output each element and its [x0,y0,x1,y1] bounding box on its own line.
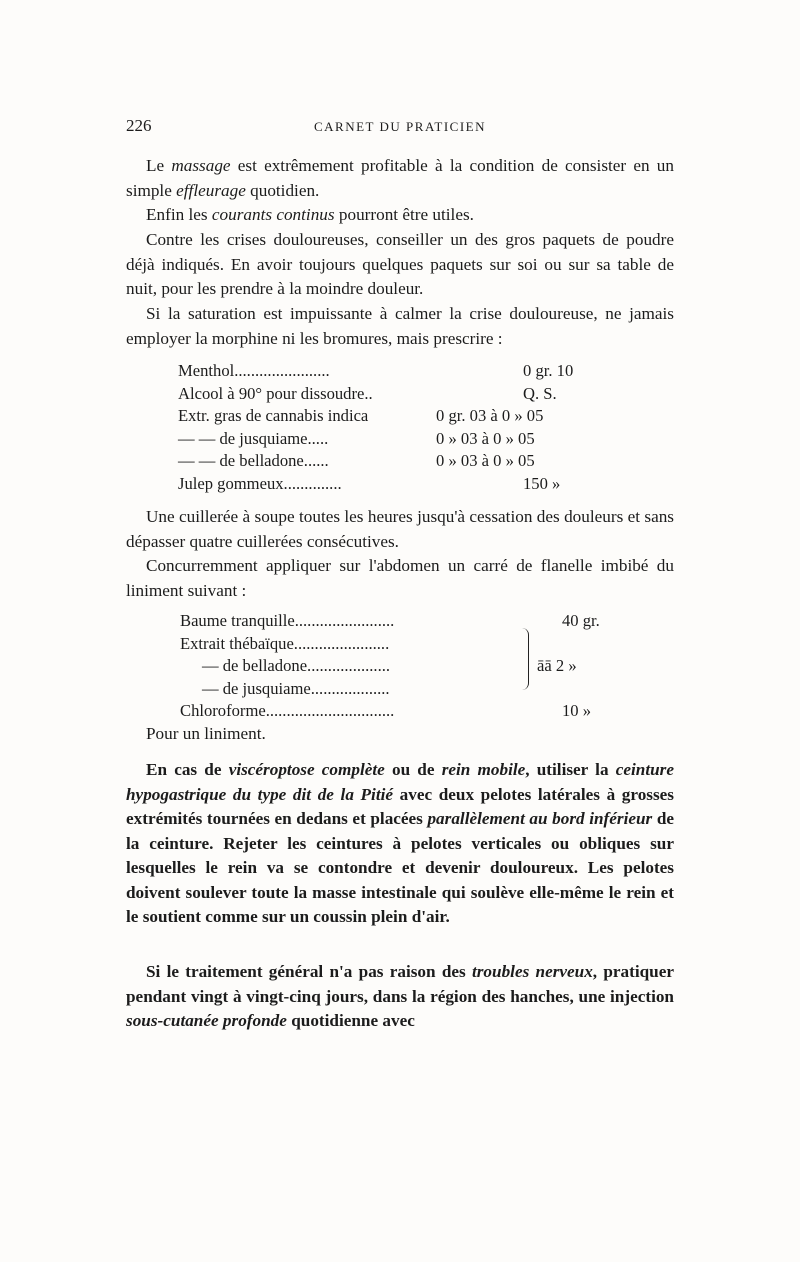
paragraph-liniment: Pour un liniment. [146,724,266,743]
paragraph-flanelle: Concurremment appliquer sur l'abdomen un carré de flanelle imbibé du liniment suivant : [126,556,674,600]
paragraph-cuilleree: Une cuillerée à soupe toutes les heures jusqu'à cessation des douleurs et sans dépasser quatre cuillerées consécutives. [126,507,674,551]
paragraph-visceroptose: En cas de viscéroptose complète ou de rein mobile, utiliser la ceinture hypogastrique du type dit de la Pitié avec deux pelotes latérales à grosses extrémités tournées en dedans et placées parallèlement au bord inférieur de la ceinture. Rejeter les ceintures à pelotes verticales ou obliques sur lesquelles le rein va se contondre et devenir douloureux. Les pelotes doivent soulever toute la masse intestinale qui soulève elle-même le rein et le soutient comme sur un coussin plein d'air. [126,760,674,926]
formula-row: Extr. gras de cannabis indica 0 gr. 03 à 0 » 05 [178,406,544,426]
paragraph-saturation: Si la saturation est impuissante à calmer la crise douloureuse, ne jamais employer la morphine ni les bromures, mais prescrire : [126,304,674,348]
running-title: CARNET DU PRATICIEN [314,119,486,134]
paragraph-courants: Enfin les courants continus pourront être utiles. [146,205,474,224]
formula-row: — — de jusquiame..... 0 » 03 à 0 » 05 [178,428,535,448]
formula-row: Chloroforme............................... 10 » [180,701,592,721]
formula-row: Baume tranquille........................ 40 gr. [180,611,600,630]
page-number: 226 [126,116,152,135]
formula-row: Extrait thébaïque....................... [180,633,390,653]
formula-row: Alcool à 90° pour dissoudre.. Q. S. [178,383,557,403]
formula-row: — de jusquiame................... [202,678,390,698]
prescription-formula-1 [178,360,638,496]
formula-row: — — de belladone...... 0 » 03 à 0 » 05 [178,451,535,471]
formula-row: Julep gommeux.............. 150 » [178,473,561,493]
paragraph-massage: Le massage est extrêmement profitable à la condition de consister en un simple effleurage quotidien. [126,156,674,200]
curly-brace-mark [522,628,529,690]
page-header [126,116,674,140]
paragraph-crises: Contre les crises douloureuses, conseiller un des gros paquets de poudre déjà indiqués. En avoir toujours quelques paquets sur soi ou sur sa table de nuit, pour les prendre à la moindre douleur. [126,230,674,298]
paragraph-traitement: Si le traitement général n'a pas raison des troubles nerveux, pratiquer pendant vingt à vingt-cinq jours, dans la région des hanches, une injection sous-cutanée profonde quotidienne avec [126,962,675,1030]
prescription-formula-2 [180,610,640,723]
formula-row: — de belladone.................... āā 2 » [202,656,577,676]
formula-row: Menthol....................... 0 gr. 10 [178,361,574,380]
